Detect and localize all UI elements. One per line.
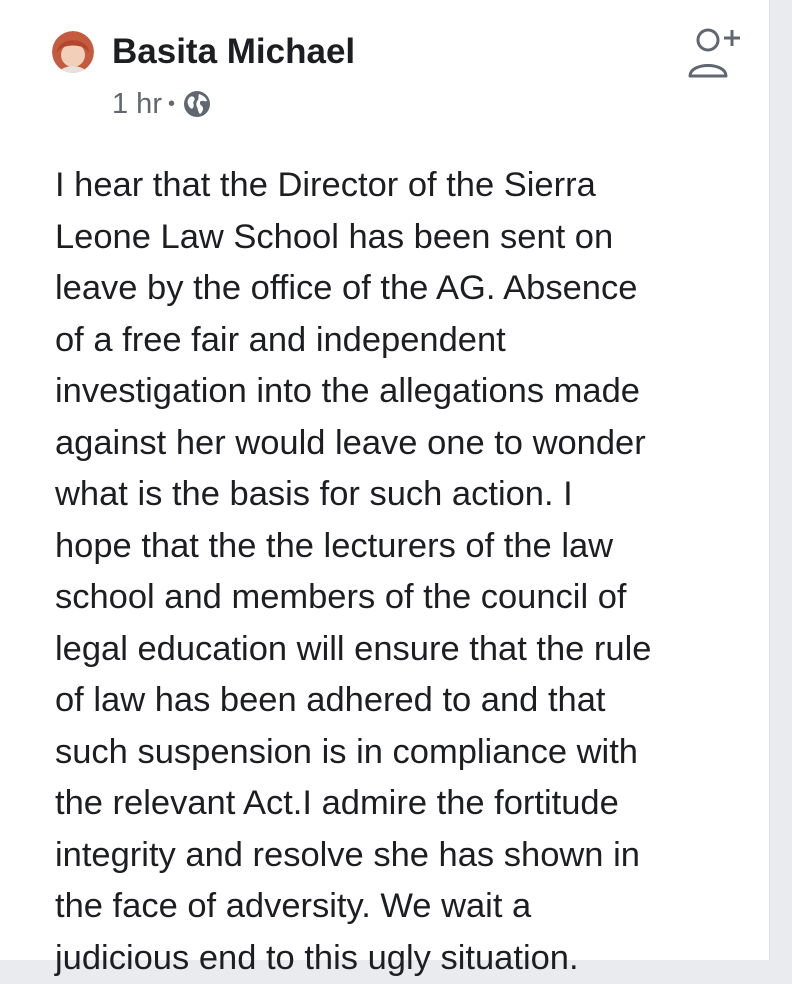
- post-line: the face of adversity. We wait a: [55, 881, 755, 933]
- post-line: Leone Law School has been sent on: [55, 212, 755, 264]
- globe-icon: [183, 90, 211, 118]
- post-line: hope that the the lecturers of the law: [55, 521, 755, 573]
- post-line: of a free fair and independent: [55, 315, 755, 367]
- author-name[interactable]: Basita Michael: [112, 30, 355, 74]
- post-line: investigation into the allegations made: [55, 366, 755, 418]
- post-line: such suspension is in compliance with: [55, 727, 755, 779]
- post-line: I hear that the Director of the Sierra: [55, 160, 755, 212]
- post-line: judicious end to this ugly situation.: [55, 933, 755, 984]
- post-meta: [112, 84, 211, 124]
- post-line: legal education will ensure that the rule: [55, 624, 755, 676]
- post-line: the relevant Act.I admire the fortitude: [55, 778, 755, 830]
- post-body: [55, 160, 755, 984]
- avatar[interactable]: [52, 31, 94, 73]
- post-line: of law has been adhered to and that: [55, 675, 755, 727]
- add-friend-icon[interactable]: [686, 26, 744, 80]
- post-line: integrity and resolve she has shown in: [55, 830, 755, 882]
- post-line: leave by the office of the AG. Absence: [55, 263, 755, 315]
- post-line: what is the basis for such action. I: [55, 469, 755, 521]
- avatar-image: [52, 31, 94, 73]
- timestamp[interactable]: 1 hr: [112, 88, 162, 121]
- meta-separator: •: [168, 93, 175, 116]
- post-line: school and members of the council of: [55, 572, 755, 624]
- post-line: against her would leave one to wonder: [55, 418, 755, 470]
